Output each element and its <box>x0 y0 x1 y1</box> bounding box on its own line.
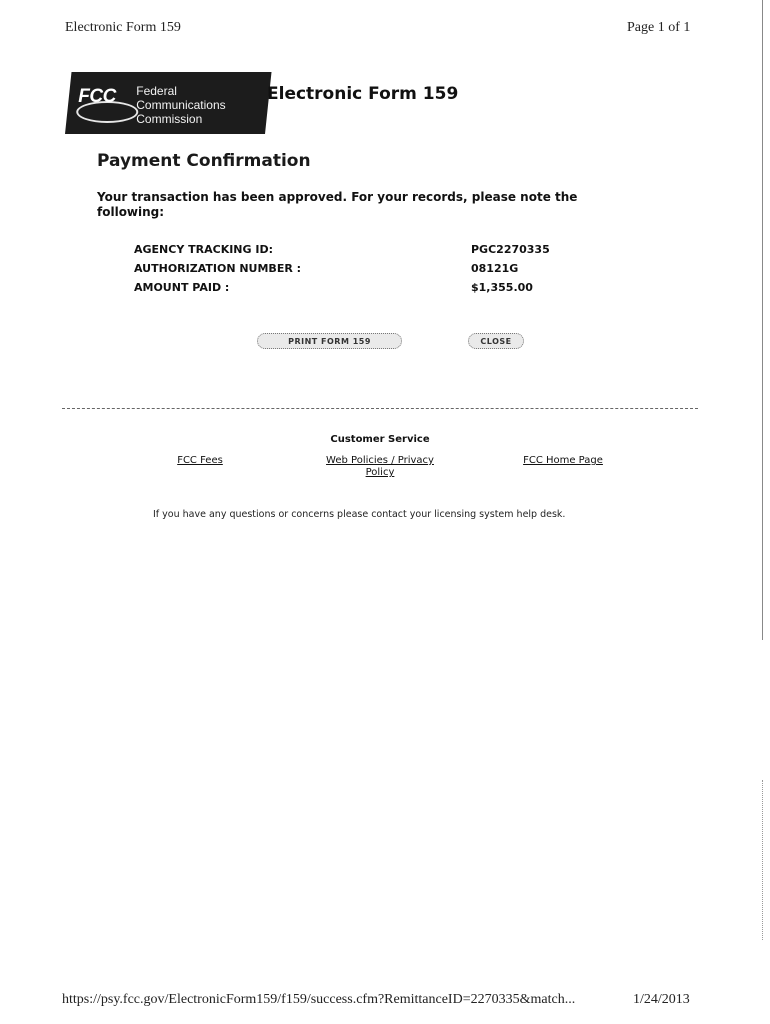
tracking-id-value: PGC2270335 <box>471 243 550 256</box>
fcc-logo-mark: FCC <box>78 86 116 107</box>
help-desk-note: If you have any questions or concerns please contact your licensing system help desk. <box>153 509 566 520</box>
print-header-title: Electronic Form 159 <box>65 20 181 35</box>
page-title: Electronic Form 159 <box>267 84 459 104</box>
authorization-number-value: 08121G <box>471 262 519 275</box>
web-policies-link[interactable]: Web Policies / Privacy Policy <box>326 455 434 478</box>
approval-message: Your transaction has been approved. For your records, please note the following: <box>97 190 578 219</box>
page-edge-dots <box>762 780 763 940</box>
tracking-id-label: AGENCY TRACKING ID: <box>134 243 273 256</box>
authorization-number-label: AUTHORIZATION NUMBER : <box>134 262 302 275</box>
amount-paid-value: $1,355.00 <box>471 281 533 294</box>
print-header-page: Page 1 of 1 <box>627 20 691 35</box>
fcc-fees-link[interactable]: FCC Fees <box>177 455 223 466</box>
footer-date: 1/24/2013 <box>633 992 690 1007</box>
section-divider <box>62 408 698 409</box>
footer-url: https://psy.fcc.gov/ElectronicForm159/f159/success.cfm?RemittanceID=2270335&match... <box>62 992 576 1007</box>
close-button[interactable]: CLOSE <box>468 333 524 349</box>
print-form-button[interactable]: PRINT FORM 159 <box>257 333 402 349</box>
payment-confirmation-heading: Payment Confirmation <box>97 151 311 171</box>
fcc-logo-text: Federal Communications Commission <box>136 84 226 126</box>
customer-service-title: Customer Service <box>330 434 430 445</box>
fcc-logo[interactable] <box>65 72 272 134</box>
fcc-home-page-link[interactable]: FCC Home Page <box>523 455 603 466</box>
page-edge-line <box>762 0 763 640</box>
amount-paid-label: AMOUNT PAID : <box>134 281 230 294</box>
